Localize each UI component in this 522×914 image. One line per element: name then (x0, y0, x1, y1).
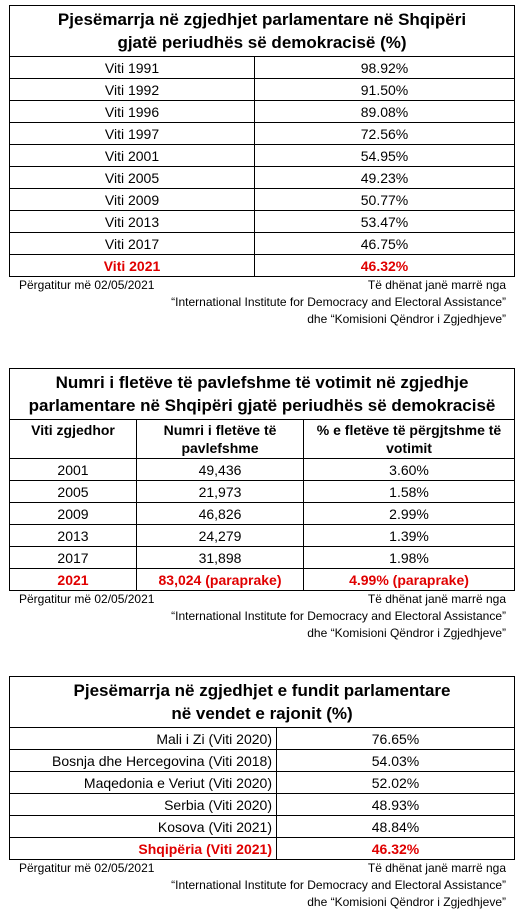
table-row: Mali i Zi (Viti 2020) 76.65% (10, 728, 515, 750)
table-row: Viti 2017 46.75% (10, 233, 515, 255)
table-row-highlight: 2021 83,024 (paraprake) 4.99% (paraprake) (10, 569, 515, 591)
participation-section (9, 5, 514, 331)
table-title: Numri i fletëve të pavlefshme të votimit në zgjedhje parlamentare në Shqipëri gjatë periudhës së demokracisë (10, 369, 515, 420)
table-header-row (10, 420, 515, 459)
column-header: Viti zgjedhor (10, 420, 137, 459)
source-text: Të dhënat janë marrë nga “International Institute for Democracy and Electoral Assistance” dhe “Komisioni Qëndror i Zgjedhjeve” (171, 278, 506, 326)
table-row: Viti 1992 91.50% (10, 79, 515, 101)
invalid-ballots-table (9, 368, 515, 591)
invalid-ballots-section (9, 368, 514, 645)
table-row: Viti 2013 53.47% (10, 211, 515, 233)
participation-table (9, 5, 515, 277)
regional-participation-table (9, 676, 515, 860)
table-row: Viti 2001 54.95% (10, 145, 515, 167)
table-row: 2013 24,279 1.39% (10, 525, 515, 547)
source-note (9, 860, 514, 914)
column-header: Numri i fletëve të pavlefshme (137, 420, 304, 459)
table-row: Viti 1996 89.08% (10, 101, 515, 123)
table-title: Pjesëmarrja në zgjedhjet e fundit parlamentare në vendet e rajonit (%) (10, 677, 515, 728)
table-row: 2005 21,973 1.58% (10, 481, 515, 503)
source-text: Të dhënat janë marrë nga “International Institute for Democracy and Electoral Assistance” dhe “Komisioni Qëndror i Zgjedhjeve” (171, 592, 506, 640)
prepared-date: Përgatitur më 02/05/2021 (19, 861, 155, 875)
table-row: Serbia (Viti 2020) 48.93% (10, 794, 515, 816)
table-row: Viti 1997 72.56% (10, 123, 515, 145)
source-note (9, 591, 514, 645)
table-row: Viti 2005 49.23% (10, 167, 515, 189)
table-row: 2017 31,898 1.98% (10, 547, 515, 569)
table-row-highlight: Shqipëria (Viti 2021) 46.32% (10, 838, 515, 860)
regional-participation-section (9, 676, 514, 914)
table-row: Maqedonia e Veriut (Viti 2020) 52.02% (10, 772, 515, 794)
table-row: Viti 2009 50.77% (10, 189, 515, 211)
table-title: Pjesëmarrja në zgjedhjet parlamentare në Shqipëri gjatë periudhës së demokracisë (%) (10, 6, 515, 57)
table-row: 2009 46,826 2.99% (10, 503, 515, 525)
table-row: Kosova (Viti 2021) 48.84% (10, 816, 515, 838)
column-header: % e fletëve të përgjtshme të votimit (304, 420, 515, 459)
table-row: Viti 1991 98.92% (10, 57, 515, 79)
source-text: Të dhënat janë marrë nga “International Institute for Democracy and Electoral Assistance” dhe “Komisioni Qëndror i Zgjedhjeve” (171, 861, 506, 909)
table-row: 2001 49,436 3.60% (10, 459, 515, 481)
source-note (9, 277, 514, 331)
table-row-highlight: Viti 2021 46.32% (10, 255, 515, 277)
table-row: Bosnja dhe Hercegovina (Viti 2018) 54.03% (10, 750, 515, 772)
prepared-date: Përgatitur më 02/05/2021 (19, 592, 155, 606)
prepared-date: Përgatitur më 02/05/2021 (19, 278, 155, 292)
